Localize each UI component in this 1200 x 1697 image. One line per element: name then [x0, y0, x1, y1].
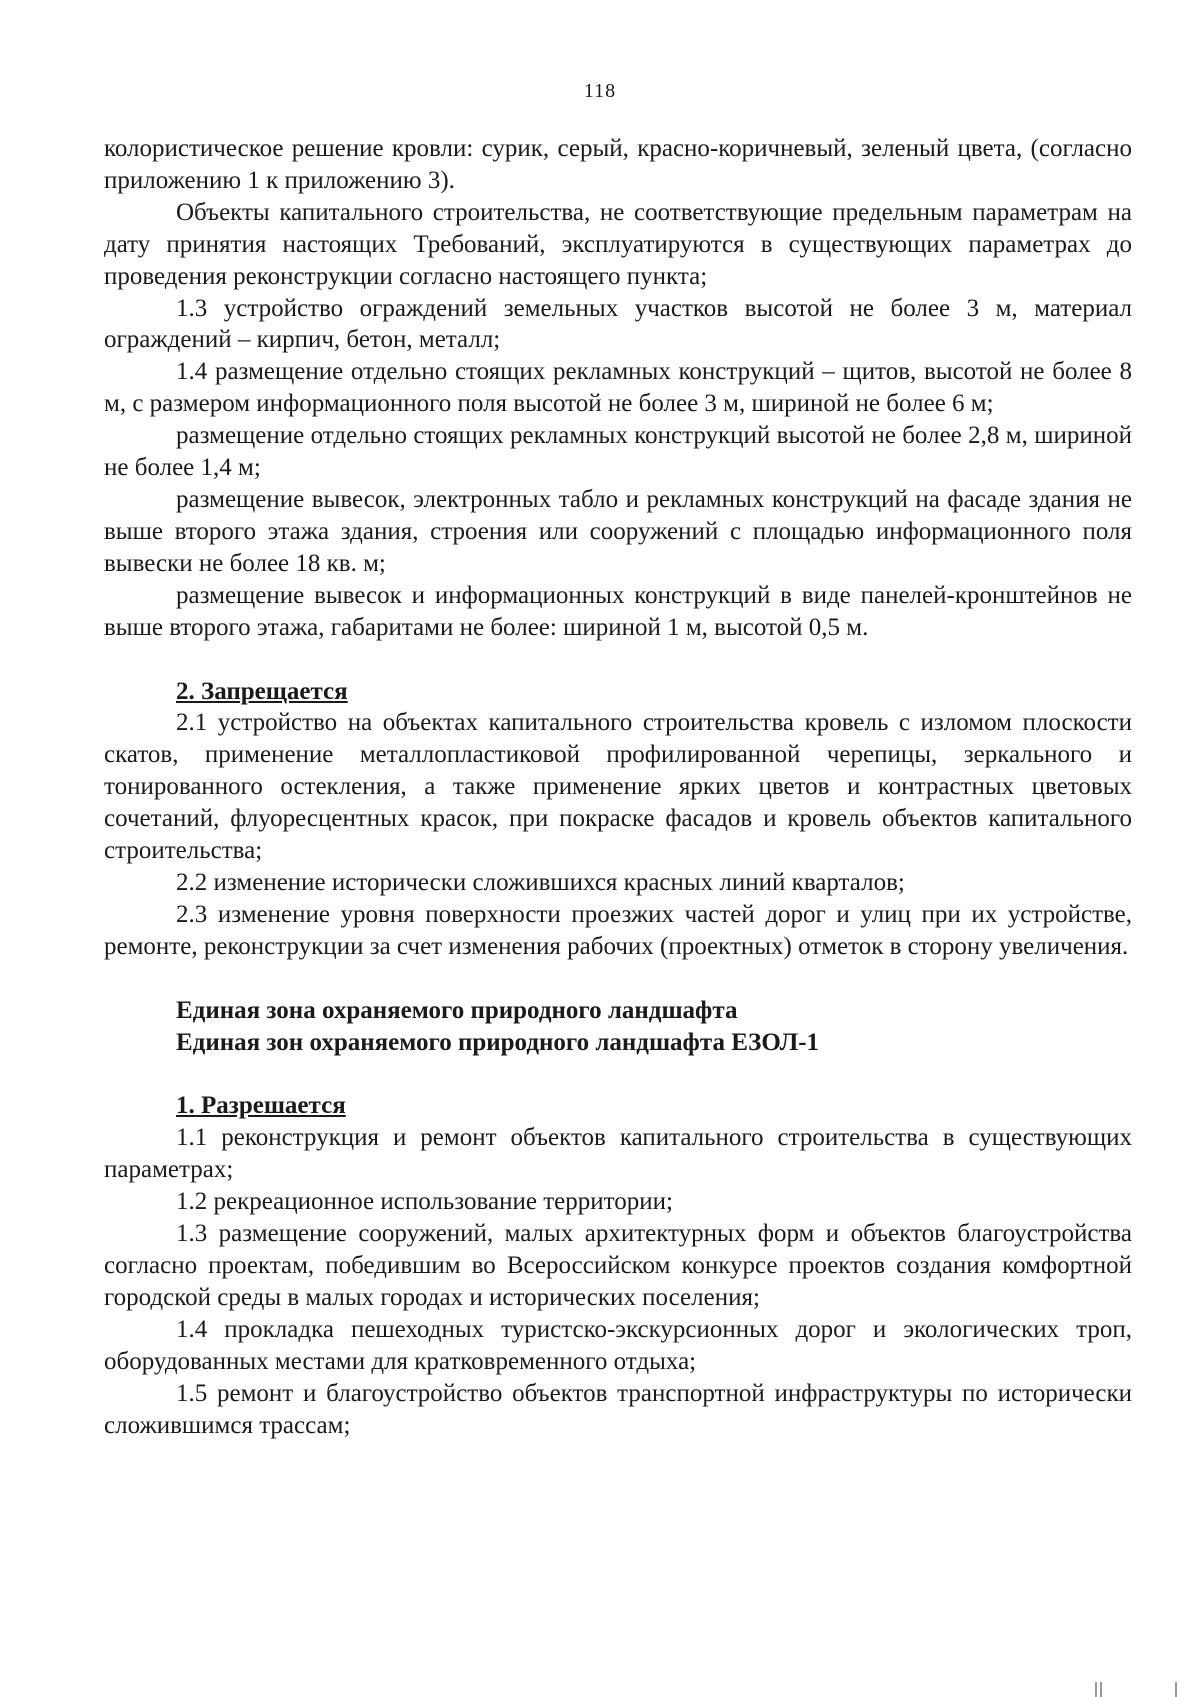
zone-subtitle: Единая зон охраняемого природного ландшафта ЕЗОЛ-1: [176, 1028, 820, 1056]
section-heading-allowed: 1. Разрешается: [176, 1092, 346, 1120]
paragraph: Объекты капитального строительства, не соответствующие предельным параметрам на дату принятия настоящих Требований, эксплуатируются в существующих параметрах до проведения реконструкции согласно настоящего пункта;: [104, 198, 1132, 290]
paragraph: 1.5 ремонт и благоустройство объектов транспортной инфраструктуры по исторически сложившимся трассам;: [104, 1379, 1132, 1439]
scan-artifact: [1175, 1682, 1177, 1697]
paragraph: 2.3 изменение уровня поверхности проезжих частей дорог и улиц при их устройстве, ремонте, реконструкции за счет изменения рабочих (проектных) отметок в сторону увеличения.: [104, 900, 1132, 960]
paragraph: 1.2 рекреационное использование территории;: [176, 1188, 673, 1216]
scan-artifact: [1095, 1682, 1097, 1697]
paragraph: размещение отдельно стоящих рекламных конструкций высотой не более 2,8 м, шириной не более 1,4 м;: [104, 422, 1132, 482]
paragraph: 2.1 устройство на объектах капитального строительства кровель с изломом плоскости скатов, применение металлопластиковой профилированной черепицы, зеркального и тонированного остекления, а также применение ярких цветов и контрастных цветовых сочетаний, флуоресцентных красок, при покраске фасадов и кровель объектов капитального строительства;: [104, 709, 1132, 865]
spacer: [104, 963, 1132, 995]
page-number: 118: [583, 80, 617, 102]
paragraph: 2.2 изменение исторически сложившихся красных линий кварталов;: [176, 868, 905, 896]
spacer: [104, 1058, 1132, 1090]
paragraph: 1.1 реконструкция и ремонт объектов капитального строительства в существующих параметрах;: [104, 1124, 1132, 1184]
zone-title: Единая зона охраняемого природного ландшафта: [176, 996, 738, 1024]
paragraph: 1.3 размещение сооружений, малых архитектурных форм и объектов благоустройства согласно проектам, победившим во Всероссийском конкурсе проектов создания комфортной городской среды в малых городах и исторических поселения;: [104, 1220, 1132, 1311]
document-body: [104, 133, 1132, 1441]
paragraph: колористическое решение кровли: сурик, серый, красно-коричневый, зеленый цвета, (согласно приложению 1 к приложению 3).: [104, 135, 1132, 194]
paragraph: размещение вывесок и информационных конструкций в виде панелей-кронштейнов не выше второго этажа, габаритами не более: шириной 1 м, высотой 0,5 м.: [104, 581, 1132, 641]
paragraph: 1.4 размещение отдельно стоящих рекламных конструкций – щитов, высотой не более 8 м, с размером информационного поля высотой не более 3 м, шириной не более 6 м;: [104, 358, 1132, 418]
paragraph: 1.4 прокладка пешеходных туристско-экскурсионных дорог и экологических троп, оборудованных местами для кратковременного отдыха;: [104, 1315, 1132, 1375]
spacer: [104, 644, 1132, 676]
paragraph: размещение вывесок, электронных табло и рекламных конструкций на фасаде здания не выше второго этажа здания, строения или сооружений с площадью информационного поля вывески не более 18 кв. м;: [104, 485, 1132, 577]
paragraph: 1.3 устройство ограждений земельных участков высотой не более 3 м, материал ограждений – кирпич, бетон, металл;: [104, 294, 1132, 354]
section-heading-prohibited: 2. Запрещается: [176, 677, 348, 705]
scan-artifact: [1100, 1682, 1102, 1697]
